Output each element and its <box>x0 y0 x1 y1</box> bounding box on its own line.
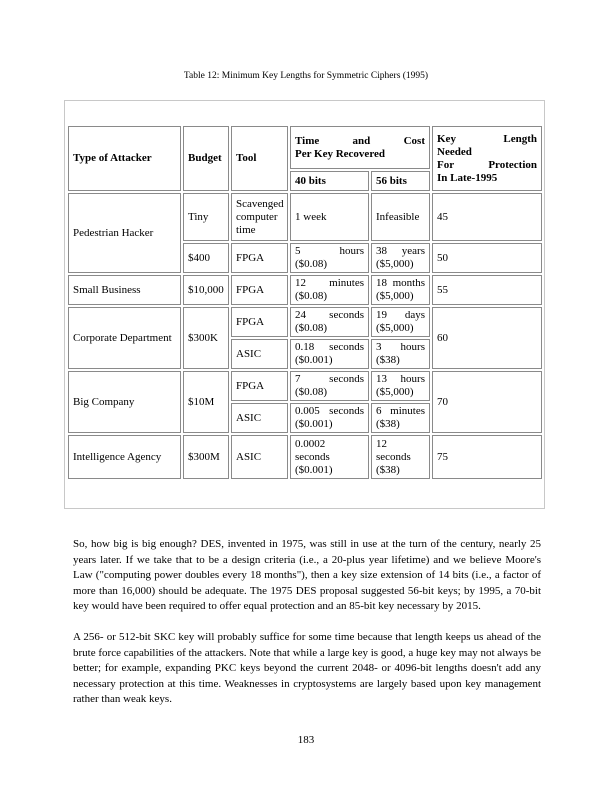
attacker-cell: Big Company <box>68 371 181 433</box>
body-paragraph: A 256- or 512-bit SKC key will probably suffice for some time because that length keeps us ahead of the brute force capabilities of the attackers. Note that while a large key is good, a huge key may not always be better; for example, expanding PKC keys beyond the current 2048- or 4096-bit lengths doesn't add any necessary protection at this time. Weaknesses in cryptosystems are largely based upon key management rather than weak keys. <box>73 631 541 705</box>
time-56-cell: 38 years ($5,000) <box>371 243 430 273</box>
header-time-cost: Time and Cost Per Key Recovered <box>290 126 430 169</box>
time-40-cell: 0.005 seconds ($0.001) <box>290 403 369 433</box>
budget-cell: $400 <box>183 243 229 273</box>
time-40-cell: 1 week <box>290 193 369 241</box>
tool-cell: Scavenged computer time <box>231 193 288 241</box>
time-40-cell: 24 seconds ($0.08) <box>290 307 369 337</box>
key-length-cell: 55 <box>432 275 542 305</box>
time-56-cell: 19 days ($5,000) <box>371 307 430 337</box>
tool-cell: FPGA <box>231 243 288 273</box>
tool-cell: ASIC <box>231 403 288 433</box>
time-56-cell: 13 hours ($5,000) <box>371 371 430 401</box>
tool-cell: ASIC <box>231 435 288 479</box>
page-number: 183 <box>297 734 315 746</box>
table-row <box>68 275 542 305</box>
time-56-cell: 6 minutes ($38) <box>371 403 430 433</box>
table-row <box>68 307 542 337</box>
time-40-cell: 0.0002 seconds ($0.001) <box>290 435 369 479</box>
time-40-cell: 12 minutes ($0.08) <box>290 275 369 305</box>
time-56-cell: Infeasible <box>371 193 430 241</box>
attacker-cell: Intelligence Agency <box>68 435 181 479</box>
header-40-bits: 40 bits <box>290 171 369 191</box>
time-40-cell: 5 hours ($0.08) <box>290 243 369 273</box>
tool-cell: FPGA <box>231 307 288 337</box>
table-caption: Table 12: Minimum Key Lengths for Symmetric Ciphers (1995) <box>183 71 429 81</box>
table-row <box>68 371 542 401</box>
header-56-bits: 56 bits <box>371 171 430 191</box>
attacker-cell: Corporate Department <box>68 307 181 369</box>
header-budget: Budget <box>183 126 229 191</box>
key-length-cell: 45 <box>432 193 542 241</box>
key-length-table <box>66 124 544 481</box>
header-attacker: Type of Attacker <box>68 126 181 191</box>
key-length-cell: 60 <box>432 307 542 369</box>
table-row <box>68 435 542 479</box>
body-paragraph: So, how big is big enough? DES, invented in 1975, was still in use at the turn of the century, nearly 25 years later. If we take that to be a design criteria (i.e., a 20-plus year lifetime) and we believe Moore's Law ("computing power doubles every 18 months"), then a key size extension of 14 bits (i.e., a factor of more than 16,000) should be adequate. The 1975 DES proposal suggested 56-bit keys; by 1995, a 70-bit key would have been required to offer equal protection and an 85-bit key necessary by 2015. <box>73 538 541 612</box>
time-56-cell: 12 seconds ($38) <box>371 435 430 479</box>
budget-cell: $300K <box>183 307 229 369</box>
time-40-cell: 7 seconds ($0.08) <box>290 371 369 401</box>
tool-cell: ASIC <box>231 339 288 369</box>
table-row <box>68 193 542 241</box>
time-56-cell: 18 months ($5,000) <box>371 275 430 305</box>
time-56-cell: 3 hours ($38) <box>371 339 430 369</box>
header-tool: Tool <box>231 126 288 191</box>
budget-cell: $300M <box>183 435 229 479</box>
budget-cell: $10M <box>183 371 229 433</box>
header-key-length: Key Length Needed For Protection In Late-1995 <box>432 126 542 191</box>
time-40-cell: 0.18 seconds ($0.001) <box>290 339 369 369</box>
tool-cell: FPGA <box>231 371 288 401</box>
budget-cell: Tiny <box>183 193 229 241</box>
attacker-cell: Pedestrian Hacker <box>68 193 181 273</box>
key-length-cell: 50 <box>432 243 542 273</box>
attacker-cell: Small Business <box>68 275 181 305</box>
budget-cell: $10,000 <box>183 275 229 305</box>
tool-cell: FPGA <box>231 275 288 305</box>
key-length-cell: 75 <box>432 435 542 479</box>
key-length-cell: 70 <box>432 371 542 433</box>
